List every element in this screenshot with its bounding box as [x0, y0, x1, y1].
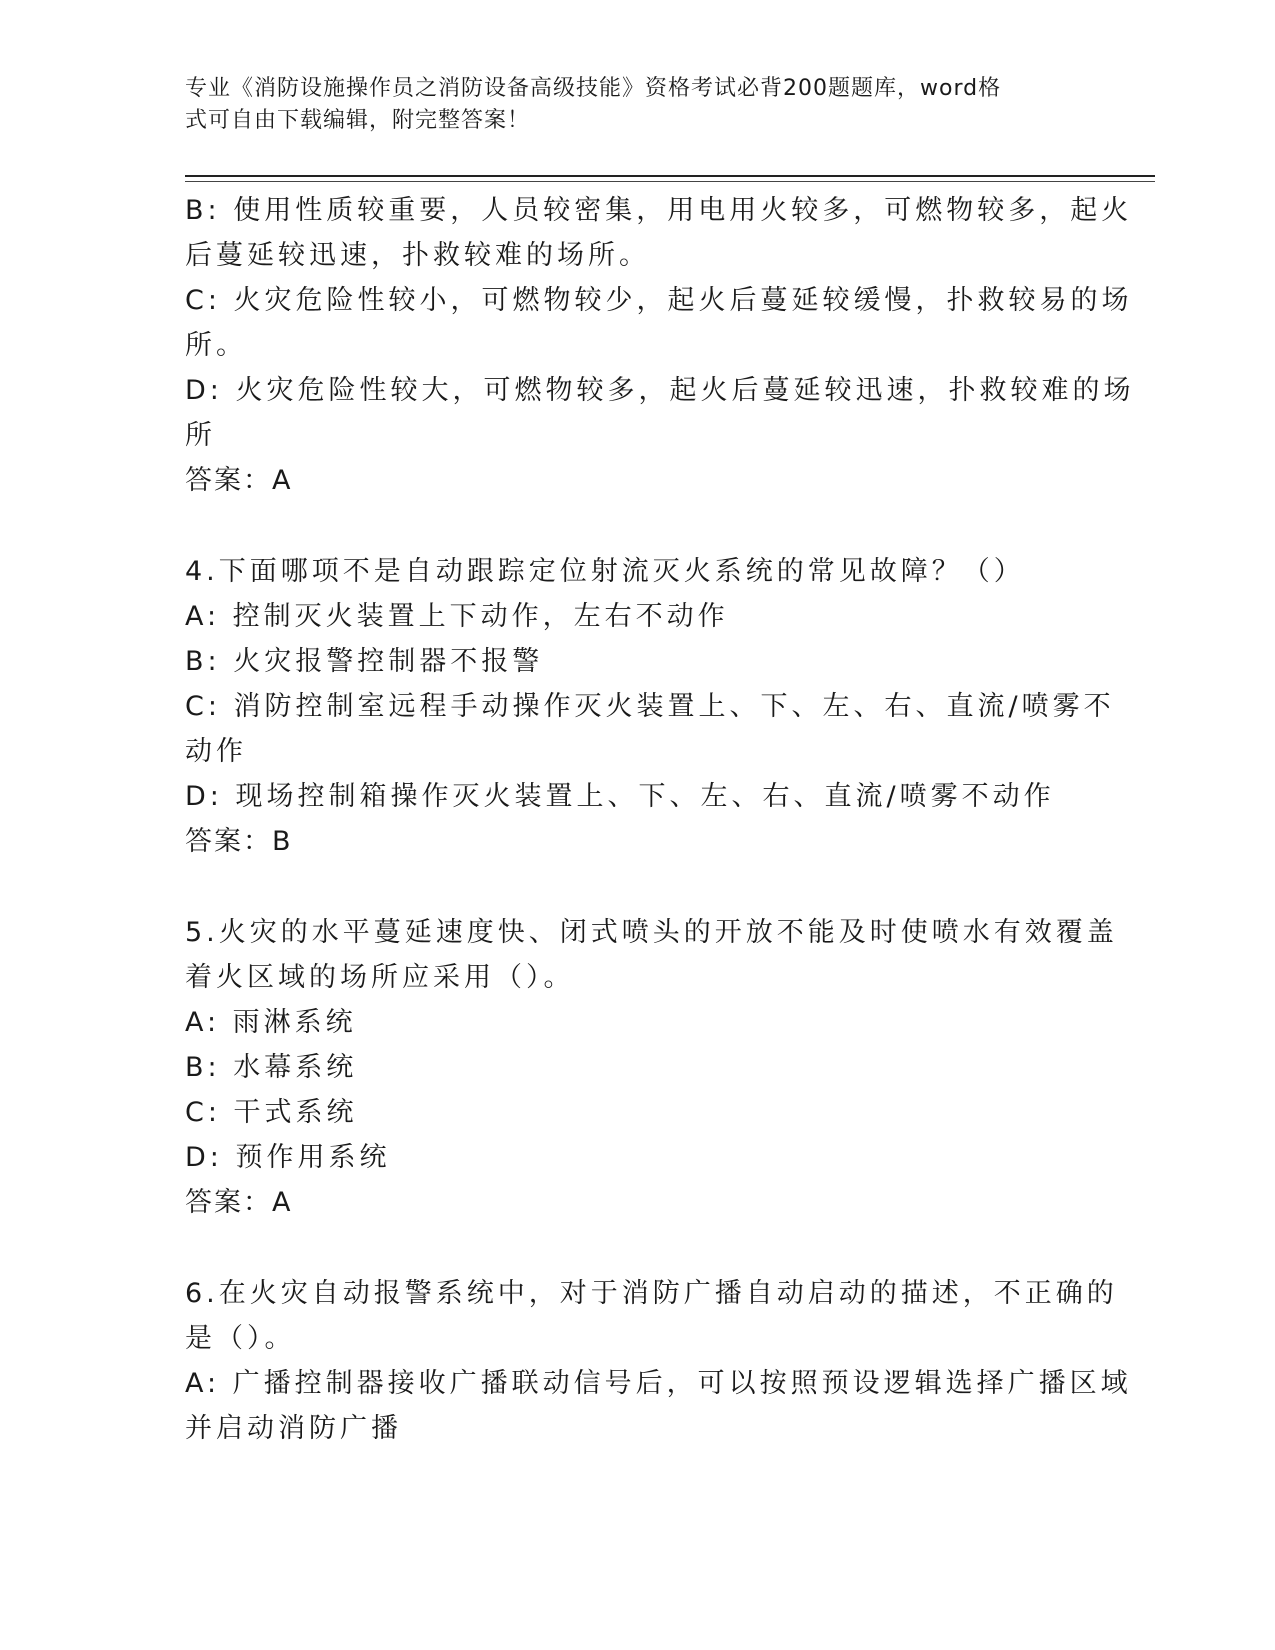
q4-option-c-line1: C: 消防控制室远程手动操作灭火装置上、下、左、右、直流/喷雾不	[185, 691, 1115, 722]
q4-option-c-line2: 动作	[185, 736, 247, 767]
q5-question-line1: 5.火灾的水平蔓延速度快、闭式喷头的开放不能及时使喷水有效覆盖	[185, 917, 1118, 948]
q3-option-b-line2: 后蔓延较迅速，扑救较难的场所。	[185, 240, 650, 271]
question-3-continued	[185, 188, 1135, 503]
q3-answer: 答案：A	[185, 465, 293, 496]
question-4	[185, 549, 1115, 864]
q4-option-a: A: 控制灭火装置上下动作，左右不动作	[185, 601, 729, 632]
q6-option-a-line2: 并启动消防广播	[185, 1413, 402, 1444]
q3-option-c-line2: 所。	[185, 330, 247, 361]
q5-option-d: D: 预作用系统	[185, 1142, 391, 1173]
q6-question-line2: 是（）。	[185, 1323, 296, 1354]
header-divider-thick	[185, 175, 1155, 177]
header-title-line2: 式可自由下载编辑，附完整答案！	[185, 108, 531, 133]
q5-option-c: C: 干式系统	[185, 1097, 358, 1128]
q5-option-a: A: 雨淋系统	[185, 1007, 357, 1038]
document-header	[185, 73, 1065, 137]
q3-option-c-line1: C: 火灾危险性较小，可燃物较少，起火后蔓延较缓慢，扑救较易的场	[185, 285, 1133, 316]
document-body	[185, 188, 1135, 1451]
question-6	[185, 1271, 1132, 1451]
spacer	[185, 864, 1075, 910]
spacer	[185, 1225, 1075, 1271]
q3-option-d-line1: D: 火灾危险性较大，可燃物较多，起火后蔓延较迅速，扑救较难的场	[185, 375, 1135, 406]
q4-option-d: D: 现场控制箱操作灭火装置上、下、左、右、直流/喷雾不动作	[185, 781, 1055, 812]
q4-question: 4.下面哪项不是自动跟踪定位射流灭火系统的常见故障？（）	[185, 556, 1025, 587]
q3-option-d-line2: 所	[185, 420, 216, 451]
q3-option-b-line1: B: 使用性质较重要，人员较密集，用电用火较多，可燃物较多，起火	[185, 195, 1133, 226]
q6-option-a-line1: A: 广播控制器接收广播联动信号后，可以按照预设逻辑选择广播区域	[185, 1368, 1132, 1399]
q4-answer: 答案：B	[185, 826, 293, 857]
question-5	[185, 910, 1118, 1225]
header-divider-thin	[185, 181, 1155, 182]
q5-option-b: B: 水幕系统	[185, 1052, 358, 1083]
header-title-line1: 专业《消防设施操作员之消防设备高级技能》资格考试必背200题题库，word格	[185, 76, 1002, 101]
spacer	[185, 503, 1075, 549]
q5-answer: 答案：A	[185, 1187, 293, 1218]
q4-option-b: B: 火灾报警控制器不报警	[185, 646, 544, 677]
q6-question-line1: 6.在火灾自动报警系统中，对于消防广播自动启动的描述，不正确的	[185, 1278, 1118, 1309]
q5-question-line2: 着火区域的场所应采用（）。	[185, 962, 575, 993]
